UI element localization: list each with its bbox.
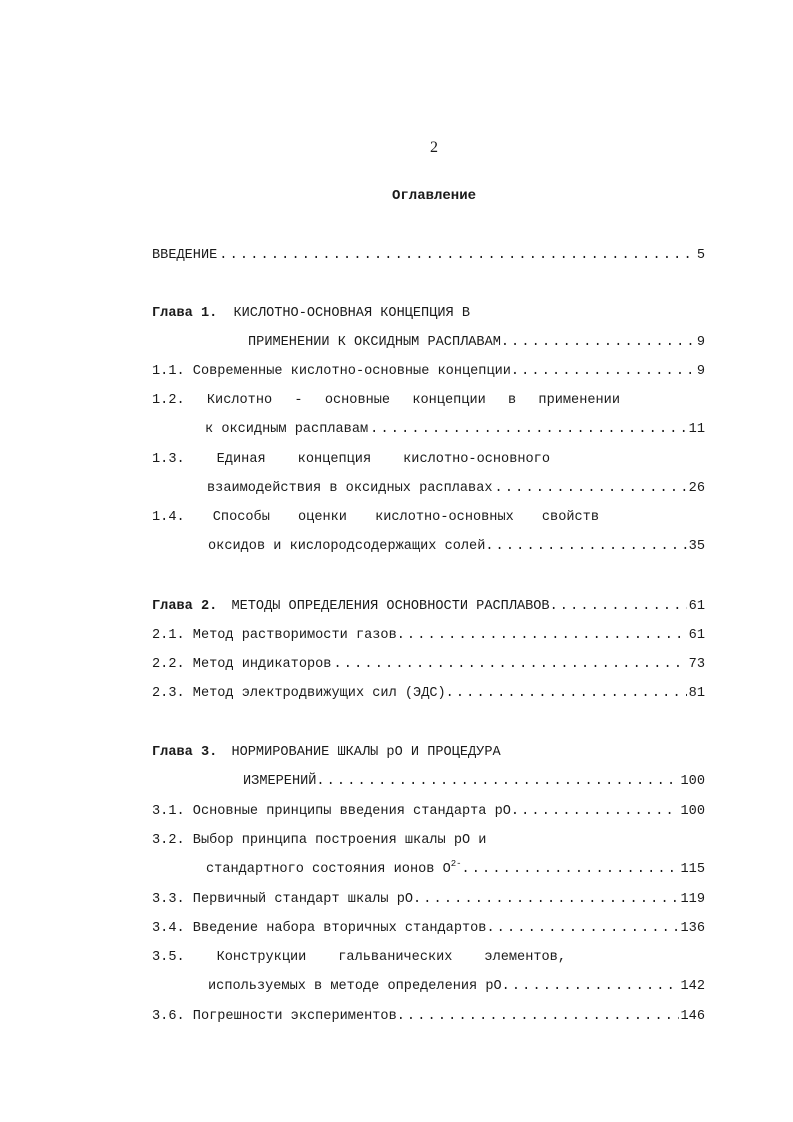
toc-entry-title: 3.3. Первичный стандарт шкалы pO. (152, 892, 422, 907)
toc-entry-1-2-line1: 1.2. Кислотно - основные концепции в применении (152, 393, 620, 408)
toc-entry-page: 81 (688, 686, 705, 701)
toc-entry-3-3 (152, 890, 705, 910)
toc-leader-dots (327, 772, 679, 792)
toc-entry-3-5-line2 (208, 977, 705, 997)
toc-leader-dots (407, 626, 687, 646)
toc-leader-dots (512, 977, 679, 997)
toc-entry-page: 9 (696, 364, 705, 379)
toc-leader-dots (407, 1007, 679, 1027)
toc-entry-title-cont: стандартного состояния ионов O (206, 862, 451, 877)
toc-leader-dots (456, 684, 687, 704)
toc-entry-page: 142 (680, 979, 705, 994)
toc-entry-title-cont: к оксидным расплавам (205, 422, 369, 437)
superscript-charge: 2- (450, 859, 462, 869)
page-number: 2 (430, 139, 438, 156)
toc-chapter-1-line2 (248, 333, 705, 353)
chapter-title: КИСЛОТНО-ОСНОВНАЯ КОНЦЕПЦИЯ В (233, 306, 471, 321)
toc-entry-3-6 (152, 1007, 705, 1027)
toc-entry-title: ВВЕДЕНИЕ (152, 248, 218, 263)
toc-leader-dots (219, 246, 695, 266)
chapter-title: НОРМИРОВАНИЕ ШКАЛЫ pO И ПРОЦЕДУРА (231, 745, 501, 760)
toc-entry-title-cont: оксидов и кислородсодержащих солей. (208, 539, 494, 554)
toc-entry-1-2-line2 (205, 420, 705, 440)
toc-leader-dots (423, 890, 678, 910)
toc-entry-page: 146 (680, 1009, 705, 1024)
toc-leader-dots (495, 479, 687, 499)
chapter-label: Глава 3. (152, 745, 218, 760)
toc-entry-title: 3.1. Основные принципы введения стандарта pO. (152, 804, 520, 819)
toc-entry-title: 3.4. Введение набора вторичных стандартов. (152, 921, 495, 936)
toc-entry-title: 3.6. Погрешности экспериментов. (152, 1009, 405, 1024)
toc-leader-dots (370, 420, 687, 440)
toc-entry-title: 2.3. Метод электродвижущих сил (ЭДС). (152, 686, 454, 701)
chapter-label: Глава 1. (152, 306, 218, 321)
toc-entry-3-2-line1: 3.2. Выбор принципа построения шкалы pO и (152, 833, 487, 848)
toc-entry-title: 2.2. Метод индикаторов (152, 657, 332, 672)
toc-entry-2-1 (152, 626, 705, 646)
toc-leader-dots (333, 655, 686, 675)
toc-leader-dots (497, 919, 679, 939)
toc-entry-3-1 (152, 802, 705, 822)
toc-entry-page: 100 (680, 774, 705, 789)
toc-entry-title: 2.1. Метод растворимости газов. (152, 628, 405, 643)
toc-entry-3-2-line2 (206, 860, 705, 880)
toc-leader-dots (472, 860, 679, 880)
toc-entry-2-2 (152, 655, 705, 675)
toc-leader-dots (521, 802, 678, 822)
toc-entry-page: 9 (696, 335, 705, 350)
toc-entry-1-3-line1: 1.3. Единая концепция кислотно-основного (152, 452, 550, 467)
toc-entry-intro (152, 246, 705, 266)
toc-chapter-3-line1 (152, 743, 705, 763)
chapter-title-cont: ПРИМЕНЕНИИ К ОКСИДНЫМ РАСПЛАВАМ. (248, 335, 510, 350)
toc-entry-page: 11 (688, 422, 705, 437)
toc-entry-title-cont: используемых в методе определения pO. (208, 979, 510, 994)
toc-entry-title: 1.1. Современные кислотно-основные концепции. (152, 364, 520, 379)
toc-entry-1-1 (152, 362, 705, 382)
toc-title: Оглавление (391, 188, 476, 204)
toc-entry-page: 100 (680, 804, 705, 819)
toc-entry-title-end: . (461, 862, 470, 877)
toc-leader-dots (496, 537, 687, 557)
toc-leader-dots (560, 597, 687, 617)
toc-entry-page: 136 (680, 921, 705, 936)
toc-entry-1-4-line1: 1.4. Способы оценки кислотно-основных свойств (152, 510, 599, 525)
toc-leader-dots (511, 333, 695, 353)
toc-entry-1-3-line2 (207, 479, 705, 499)
toc-entry-page: 5 (696, 248, 705, 263)
toc-chapter-3-line2 (243, 772, 705, 792)
toc-chapter-1-line1 (152, 304, 705, 324)
toc-entry-page: 61 (688, 599, 705, 614)
toc-chapter-2 (152, 597, 705, 617)
chapter-label: Глава 2. (152, 599, 218, 614)
toc-entry-page: 115 (680, 862, 705, 877)
toc-entry-1-4-line2 (208, 537, 705, 557)
toc-leader-dots (521, 362, 695, 382)
toc-entry-page: 73 (688, 657, 705, 672)
toc-entry-title-cont: взаимодействия в оксидных расплавах (207, 481, 493, 496)
toc-entry-page: 61 (688, 628, 705, 643)
toc-entry-page: 119 (680, 892, 705, 907)
toc-entry-3-5-line1: 3.5. Конструкции гальванических элементов, (152, 950, 566, 965)
chapter-title: МЕТОДЫ ОПРЕДЕЛЕНИЯ ОСНОВНОСТИ РАСПЛАВОВ. (231, 599, 558, 614)
toc-entry-2-3 (152, 684, 705, 704)
chapter-title-cont: ИЗМЕРЕНИЙ. (243, 774, 325, 789)
toc-entry-3-4 (152, 919, 705, 939)
toc-entry-page: 35 (688, 539, 705, 554)
toc-entry-page: 26 (688, 481, 705, 496)
